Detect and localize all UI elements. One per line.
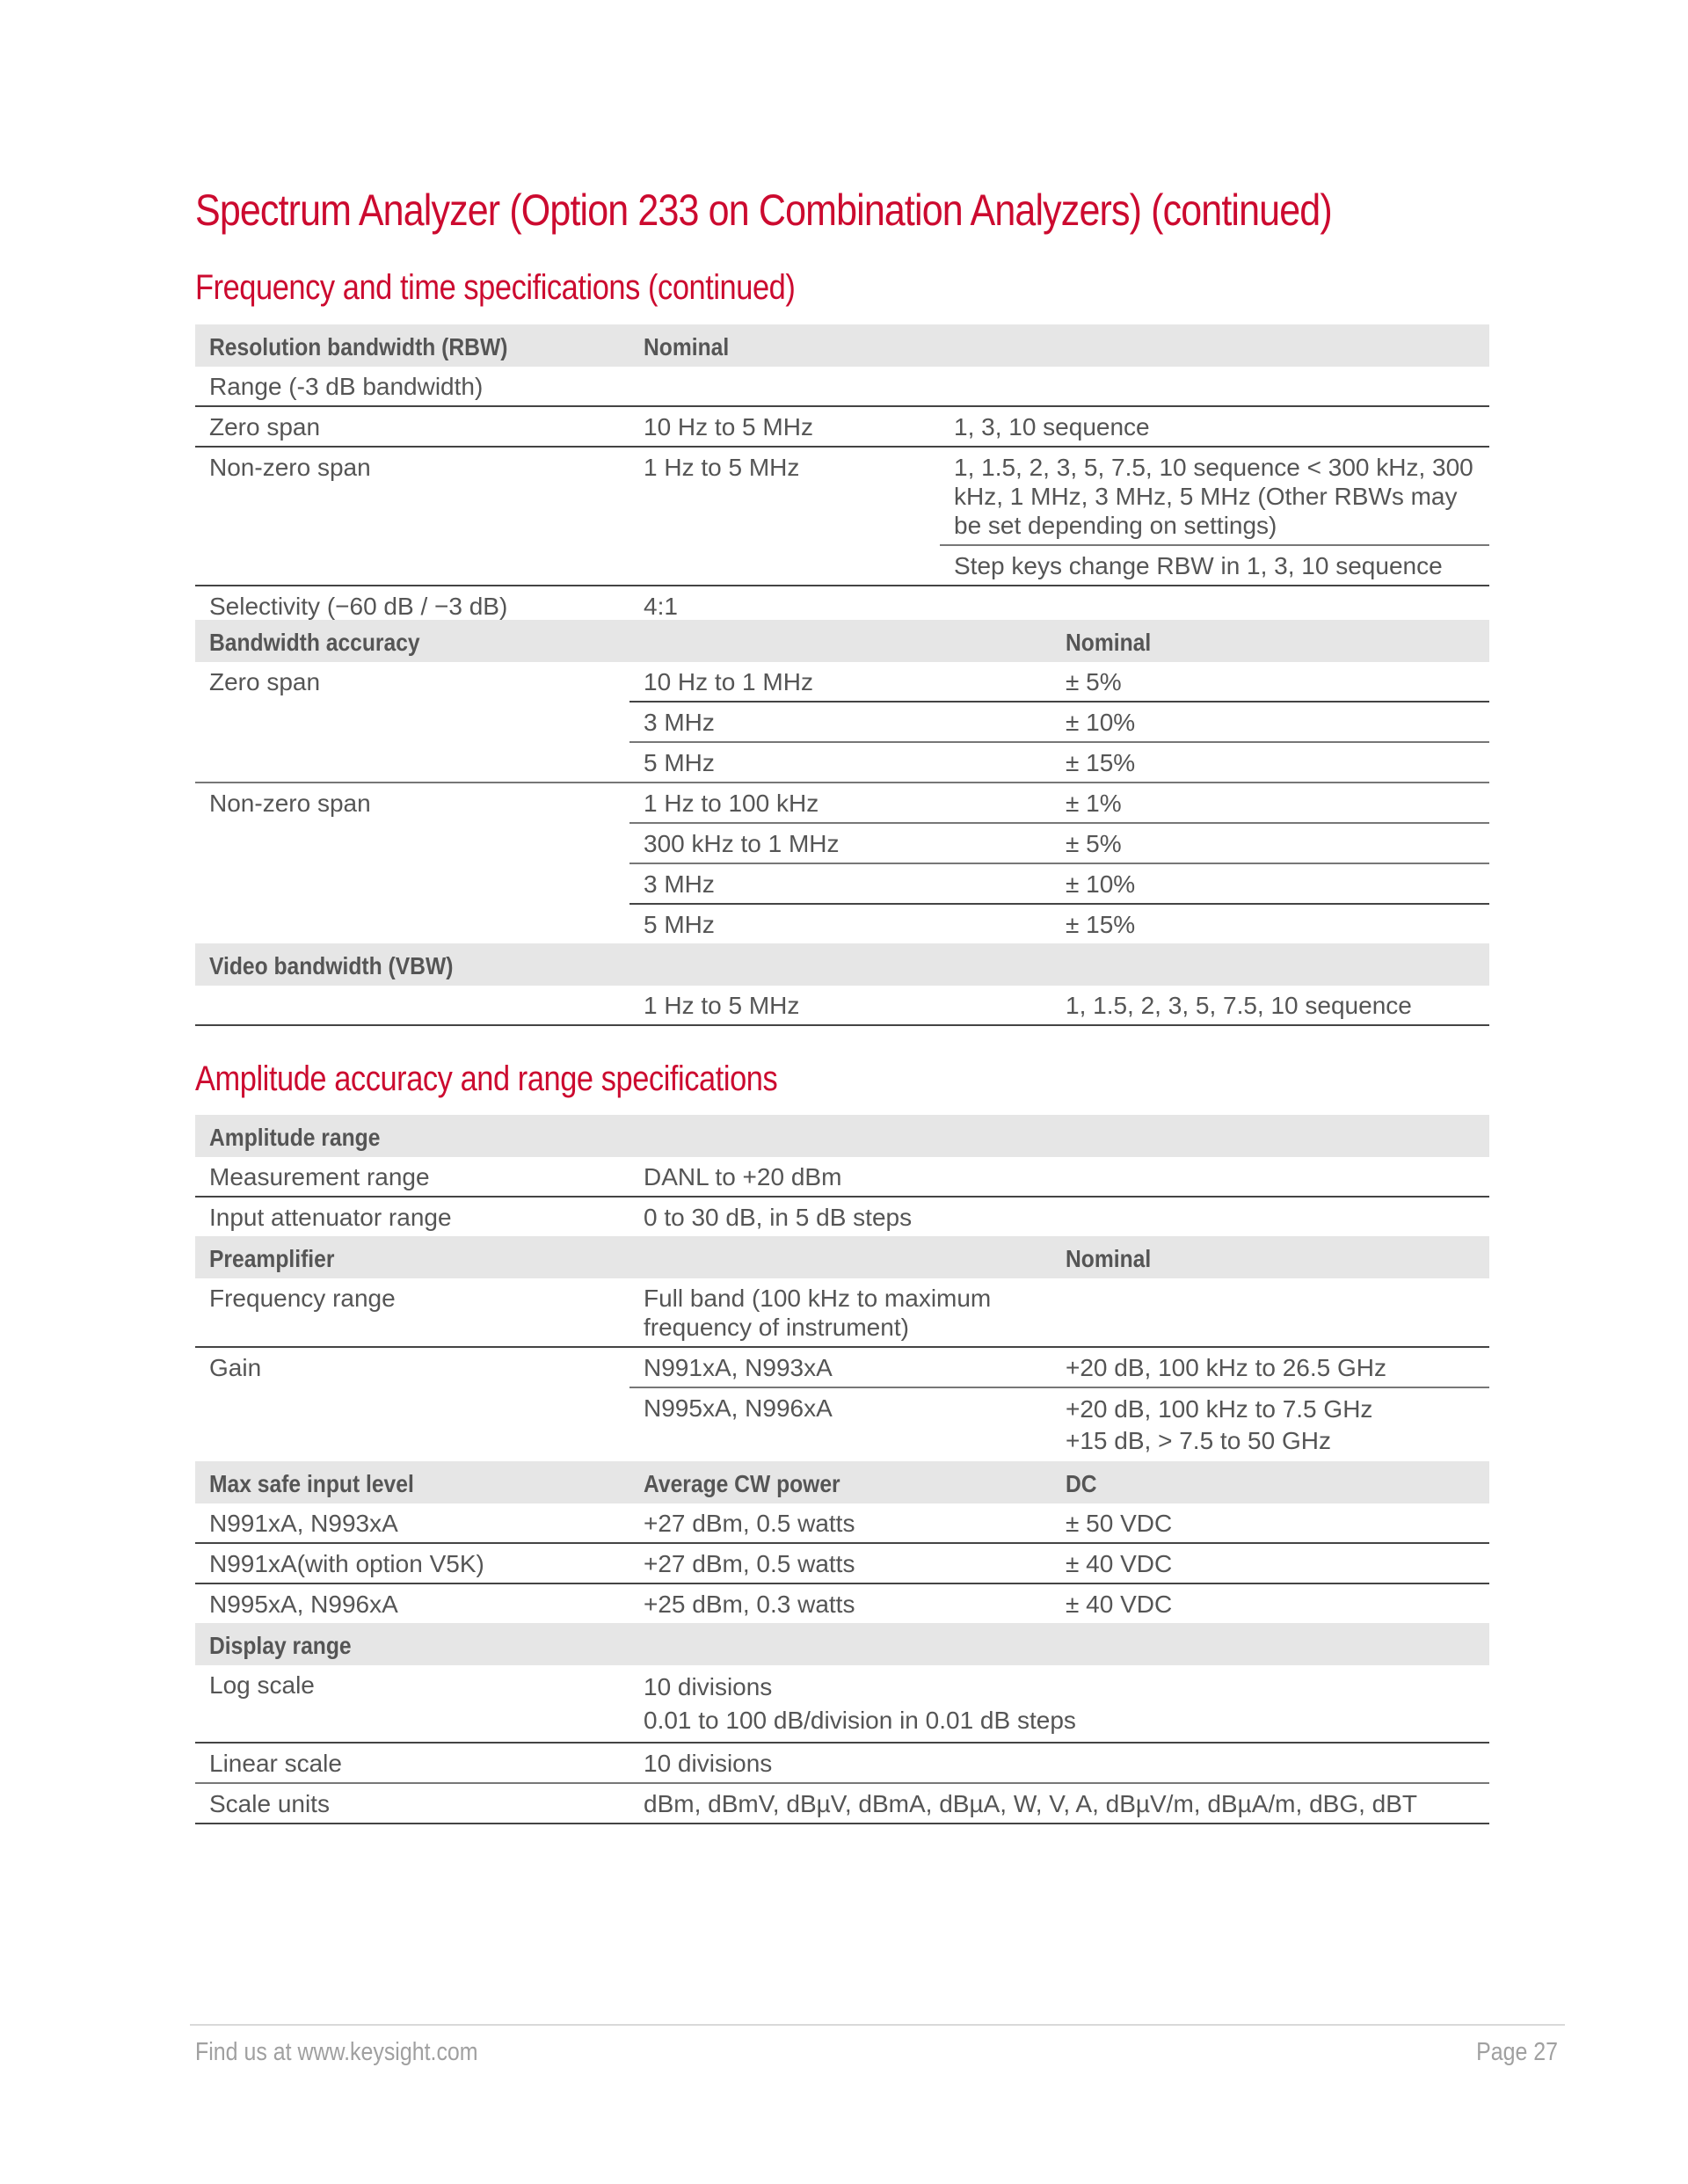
table-row <box>195 1503 1489 1543</box>
amplitude-table <box>195 1115 1489 1824</box>
row-range: 3 MHz <box>629 863 1051 904</box>
row-dc: ± 50 VDC <box>1051 1503 1489 1543</box>
table-header-row <box>195 1623 1489 1665</box>
section-heading-amplitude: Amplitude accuracy and range specifications <box>195 1059 778 1098</box>
header-cell: DC <box>1066 1470 1097 1497</box>
row-value: ± 15% <box>1051 742 1489 783</box>
header-cell: Display range <box>209 1632 352 1659</box>
header-cell: Resolution bandwidth (RBW) <box>209 333 508 360</box>
row-label: Selectivity (−60 dB / −3 dB) <box>209 593 508 620</box>
row-range: 1 Hz to 100 kHz <box>629 783 1051 823</box>
row-model: N995xA, N996xA <box>209 1591 398 1618</box>
row-label: Scale units <box>195 1783 629 1824</box>
row-range: 1 Hz to 5 MHz <box>629 986 1051 1025</box>
row-value: ± 15% <box>1066 911 1136 938</box>
table-header-row <box>195 943 1489 986</box>
section-heading-frequency: Frequency and time specifications (continued) <box>195 268 796 307</box>
header-cell: Max safe input level <box>209 1470 414 1497</box>
table-row <box>195 447 1489 545</box>
row-dc: ± 40 VDC <box>1051 1543 1489 1583</box>
row-value: ± 1% <box>1051 783 1489 823</box>
header-cell: Nominal <box>1066 1245 1152 1272</box>
row-model: N991xA(with option V5K) <box>195 1543 629 1583</box>
row-note: 1, 1.5, 2, 3, 5, 7.5, 10 sequence < 300 kHz, 300 kHz, 1 MHz, 3 MHz, 5 MHz (Other RBWs may be set depending on settings) <box>940 447 1489 545</box>
header-cell: Amplitude range <box>209 1124 381 1151</box>
page-number: Page 27 <box>1476 2038 1558 2066</box>
row-value: 0.01 to 100 dB/division in 0.01 dB steps <box>644 1707 1076 1734</box>
row-range: 5 MHz <box>629 742 1051 783</box>
table-row <box>195 1347 1489 1387</box>
table-row <box>195 783 1489 823</box>
row-value: ± 5% <box>1051 662 1489 702</box>
rbw-table <box>195 324 1489 625</box>
row-label: Gain <box>209 1354 262 1381</box>
header-cell: Video bandwidth (VBW) <box>209 952 454 979</box>
row-value: 10 divisions <box>629 1743 1489 1783</box>
row-cw: +27 dBm, 0.5 watts <box>629 1503 1051 1543</box>
table-row <box>195 1197 1489 1236</box>
row-label: Measurement range <box>195 1157 629 1197</box>
row-cw: +27 dBm, 0.5 watts <box>629 1543 1051 1583</box>
row-value: 1, 1.5, 2, 3, 5, 7.5, 10 sequence <box>1051 986 1489 1025</box>
row-value: dBm, dBmV, dBµV, dBmA, dBµA, W, V, A, dBµV/m, dBµA/m, dBG, dBT <box>629 1783 1489 1824</box>
page-title: Spectrum Analyzer (Option 233 on Combination Analyzers) (continued) <box>195 186 1332 235</box>
row-value: 4:1 <box>644 593 678 620</box>
row-range: 5 MHz <box>644 911 715 938</box>
row-label: Zero span <box>195 662 629 783</box>
header-cell: Preamplifier <box>209 1245 335 1272</box>
row-value: ± 10% <box>1051 863 1489 904</box>
row-label: Log scale <box>195 1665 629 1743</box>
table-header-row <box>195 324 1489 367</box>
footer-divider <box>190 2024 1565 2026</box>
row-label: Non-zero span <box>209 790 371 817</box>
table-header-row <box>195 1115 1489 1157</box>
bandwidth-accuracy-table <box>195 620 1489 1026</box>
header-cell: Bandwidth accuracy <box>209 629 420 656</box>
table-header-row <box>195 1236 1489 1278</box>
table-row <box>195 1278 1489 1347</box>
table-header-row <box>195 620 1489 662</box>
table-row <box>195 1583 1489 1623</box>
header-cell: Nominal <box>1066 629 1152 656</box>
row-range: 10 Hz to 1 MHz <box>629 662 1051 702</box>
row-range: 300 kHz to 1 MHz <box>629 823 1051 863</box>
row-value: 1 Hz to 5 MHz <box>629 447 940 586</box>
row-value: Full band (100 kHz to maximum <box>644 1285 992 1312</box>
row-value: +15 dB, > 7.5 to 50 GHz <box>1066 1427 1331 1454</box>
table-row <box>195 1157 1489 1197</box>
table-row <box>195 986 1489 1025</box>
table-row <box>195 1665 1489 1743</box>
row-value: ± 10% <box>1051 702 1489 742</box>
row-value: frequency of instrument) <box>644 1314 909 1341</box>
table-row <box>195 367 1489 406</box>
row-label: Zero span <box>195 406 629 447</box>
row-model: N995xA, N996xA <box>644 1394 833 1422</box>
table-row <box>195 1783 1489 1824</box>
table-row <box>195 662 1489 702</box>
row-value: 10 Hz to 5 MHz <box>629 406 940 447</box>
row-model: N991xA, N993xA <box>629 1347 1051 1387</box>
row-value: 0 to 30 dB, in 5 dB steps <box>644 1204 913 1231</box>
header-cell: Nominal <box>644 333 730 360</box>
row-label: Linear scale <box>195 1743 629 1783</box>
row-label: Non-zero span <box>195 447 629 586</box>
row-note: 1, 3, 10 sequence <box>940 406 1489 447</box>
row-note: Step keys change RBW in 1, 3, 10 sequence <box>940 545 1489 586</box>
row-value: +20 dB, 100 kHz to 26.5 GHz <box>1051 1347 1489 1387</box>
table-row <box>195 1743 1489 1783</box>
row-label: Input attenuator range <box>209 1204 452 1231</box>
row-model: N991xA, N993xA <box>195 1503 629 1543</box>
row-value: DANL to +20 dBm <box>629 1157 1489 1197</box>
row-range: 3 MHz <box>629 702 1051 742</box>
row-value: 10 divisions <box>644 1673 773 1700</box>
row-value: +20 dB, 100 kHz to 7.5 GHz <box>1066 1395 1373 1423</box>
row-value: ± 5% <box>1051 823 1489 863</box>
footer-website: Find us at www.keysight.com <box>195 2038 478 2066</box>
row-label: Range (-3 dB bandwidth) <box>195 367 1489 406</box>
row-cw: +25 dBm, 0.3 watts <box>644 1591 855 1618</box>
header-cell: Average CW power <box>644 1470 840 1497</box>
table-row <box>195 406 1489 447</box>
table-header-row <box>195 1461 1489 1503</box>
table-row <box>195 1543 1489 1583</box>
row-label: Frequency range <box>195 1278 629 1347</box>
row-dc: ± 40 VDC <box>1066 1591 1173 1618</box>
